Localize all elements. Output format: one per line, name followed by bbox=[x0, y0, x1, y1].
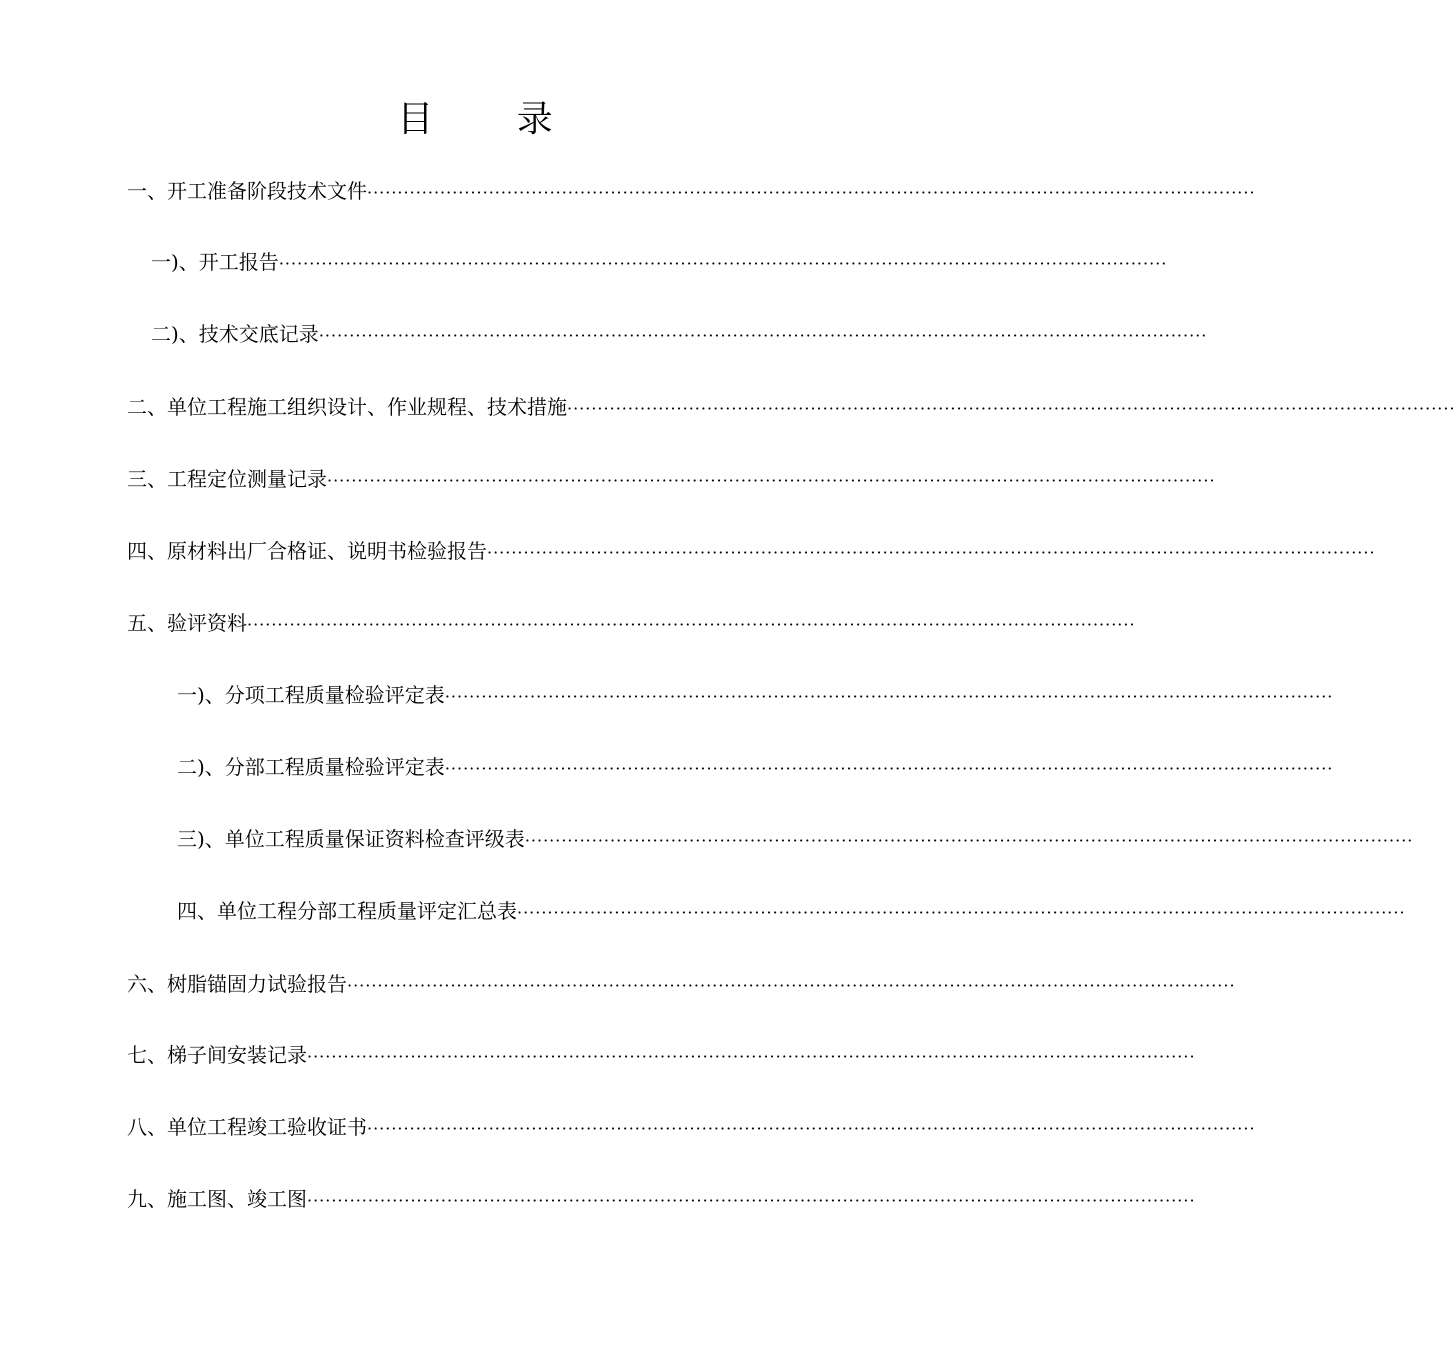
toc-entry-15 bbox=[127, 1184, 1196, 1214]
toc-entry-text: 七、梯子间安装记录 bbox=[127, 1043, 307, 1067]
toc-leader-dots: ·················································································································································· bbox=[367, 1119, 1256, 1138]
toc-leader-dots: ·················································································································································· bbox=[524, 831, 1414, 850]
toc-leader-dots: ·················································································································································· bbox=[444, 687, 1334, 706]
toc-entry-9 bbox=[177, 752, 1334, 782]
toc-leader-dots: ·················································································································································· bbox=[487, 543, 1376, 562]
toc-leader-dots: ·················································································································································· bbox=[327, 471, 1216, 490]
toc-entry-11 bbox=[177, 896, 1406, 926]
toc-leader-dots: ·················································································································································· bbox=[278, 254, 1168, 273]
toc-leader-dots: ·················································································································································· bbox=[347, 976, 1236, 995]
toc-leader-dots: ·················································································································································· bbox=[307, 1047, 1196, 1066]
toc-leader-dots: ·················································································································································· bbox=[567, 399, 1456, 418]
toc-entry-text: 一、开工准备阶段技术文件 bbox=[127, 179, 367, 203]
toc-leader-dots: ·················································································································································· bbox=[247, 615, 1136, 634]
toc-entry-text: 五、验评资料 bbox=[127, 611, 247, 635]
toc-entry-12 bbox=[127, 969, 1236, 999]
toc-entry-text: 九、施工图、竣工图 bbox=[127, 1187, 307, 1211]
toc-entry-6 bbox=[127, 536, 1376, 566]
toc-entry-text: 六、树脂锚固力试验报告 bbox=[127, 972, 347, 996]
toc-entry-2 bbox=[151, 247, 1168, 277]
toc-entry-text: 一)、开工报告 bbox=[151, 250, 279, 274]
toc-entry-13 bbox=[127, 1040, 1196, 1070]
toc-leader-dots: ·················································································································································· bbox=[318, 326, 1208, 345]
toc-entry-7 bbox=[127, 608, 1136, 638]
page-title: 目 录 bbox=[397, 99, 589, 140]
toc-entry-text: 一)、分项工程质量检验评定表 bbox=[177, 683, 445, 707]
toc-entry-8 bbox=[177, 680, 1334, 710]
toc-entry-3 bbox=[151, 319, 1208, 349]
toc-entry-1 bbox=[127, 176, 1256, 206]
toc-entry-text: 二、单位工程施工组织设计、作业规程、技术措施 bbox=[127, 395, 567, 419]
toc-leader-dots: ·················································································································································· bbox=[517, 903, 1406, 922]
toc-entry-text: 三、工程定位测量记录 bbox=[127, 467, 327, 491]
toc-entry-text: 八、单位工程竣工验收证书 bbox=[127, 1115, 367, 1139]
toc-entry-text: 四、单位工程分部工程质量评定汇总表 bbox=[177, 899, 517, 923]
toc-entry-text: 二)、技术交底记录 bbox=[151, 322, 319, 346]
toc-entry-4 bbox=[127, 392, 1456, 422]
toc-entry-text: 四、原材料出厂合格证、说明书检验报告 bbox=[127, 539, 487, 563]
toc-entry-14 bbox=[127, 1112, 1256, 1142]
toc-leader-dots: ·················································································································································· bbox=[367, 183, 1256, 202]
toc-leader-dots: ·················································································································································· bbox=[444, 759, 1334, 778]
toc-entry-5 bbox=[127, 464, 1216, 494]
toc-entry-text: 三)、单位工程质量保证资料检查评级表 bbox=[177, 827, 525, 851]
toc-leader-dots: ·················································································································································· bbox=[307, 1191, 1196, 1210]
toc-entry-10 bbox=[177, 824, 1414, 854]
toc-entry-text: 二)、分部工程质量检验评定表 bbox=[177, 755, 445, 779]
